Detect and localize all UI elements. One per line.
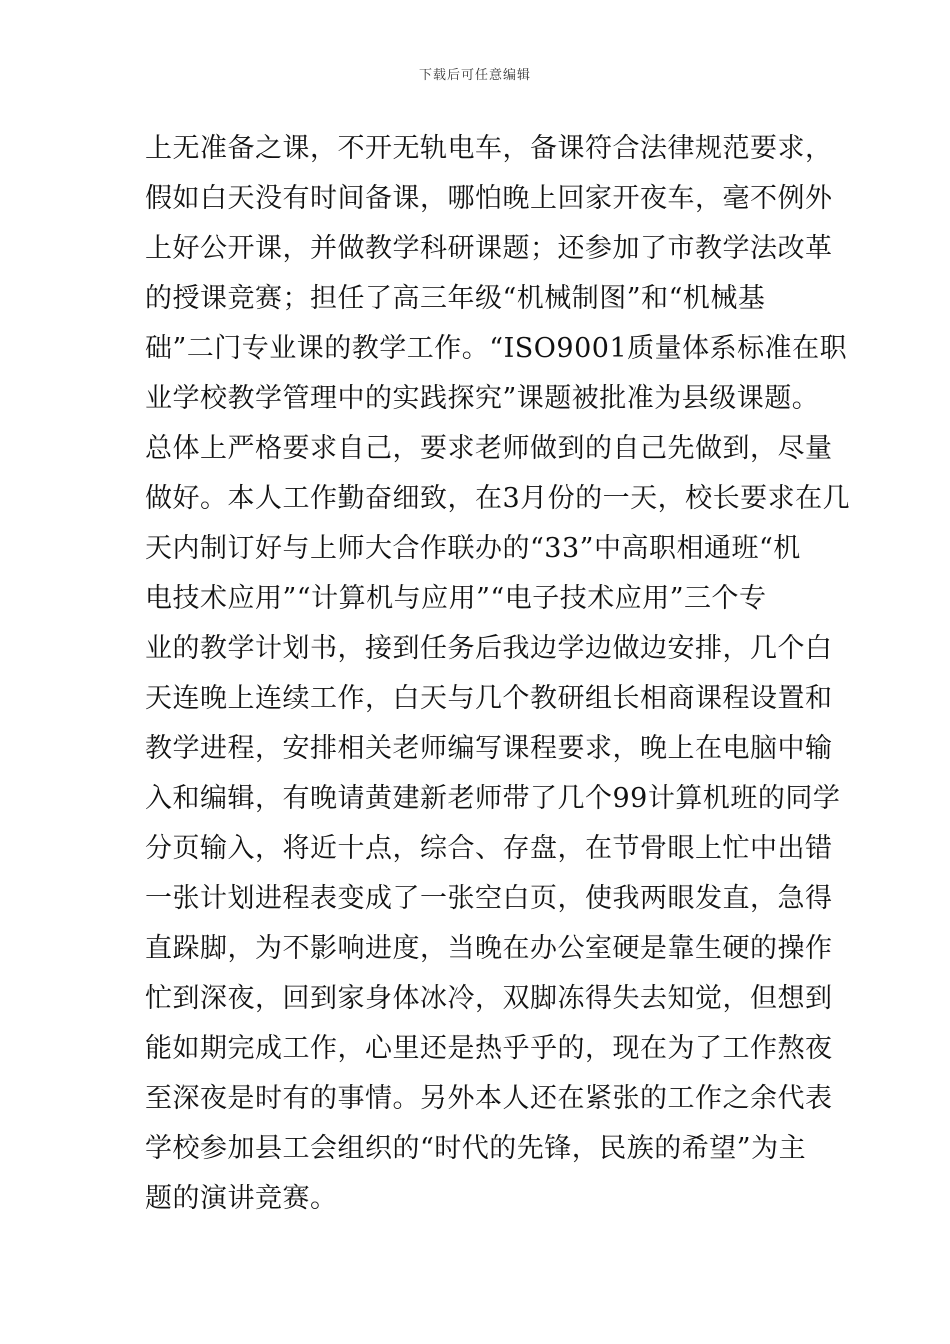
text-line: 天内制订好与上师大合作联办的“33”中高职相通班“机 [145,533,801,564]
text-line: 直跺脚，为不影响进度，当晚在办公室硬是靠生硬的操作 [145,933,833,964]
document-body [145,124,851,1224]
text-line: 础”二门专业课的教学工作。“ISO9001质量体系标准在职 [145,333,848,364]
text-line: 入和编辑，有晚请黄建新老师带了几个99计算机班的同学 [145,783,841,814]
text-line: 一张计划进程表变成了一张空白页，使我两眼发直，急得 [145,883,833,914]
text-line: 能如期完成工作，心里还是热乎乎的，现在为了工作熬夜 [145,1033,833,1064]
text-line: 总体上严格要求自己，要求老师做到的自己先做到，尽量 [145,433,833,464]
text-line: 假如白天没有时间备课，哪怕晚上回家开夜车，毫不例外 [145,183,833,214]
text-line: 上好公开课，并做教学科研课题；还参加了市教学法改革 [145,233,833,264]
text-line: 学校参加县工会组织的“时代的先锋，民族的希望”为主 [145,1133,807,1164]
text-line: 电技术应用”“计算机与应用”“电子技术应用”三个专 [145,583,767,614]
text-line: 分页输入，将近十点，综合、存盘，在节骨眼上忙中出错 [145,833,833,864]
page-header: 下载后可任意编辑 [418,68,531,83]
text-line: 忙到深夜，回到家身体冰冷，双脚冻得失去知觉，但想到 [145,983,833,1014]
text-line: 做好。本人工作勤奋细致，在3月份的一天，校长要求在几 [145,483,851,514]
text-line: 至深夜是时有的事情。另外本人还在紧张的工作之余代表 [145,1083,833,1114]
text-line: 业的教学计划书，接到任务后我边学边做边安排，几个白 [145,633,833,664]
text-line: 业学校教学管理中的实践探究”课题被批准为县级课题。 [145,383,820,414]
text-line: 题的演讲竞赛。 [145,1183,338,1214]
text-line: 的授课竞赛；担任了高三年级“机械制图”和“机械基 [145,283,766,314]
text-line: 天连晚上连续工作，白天与几个教研组长相商课程设置和 [145,683,833,714]
text-line: 教学进程，安排相关老师编写课程要求，晚上在电脑中输 [145,733,833,764]
text-line: 上无准备之课，不开无轨电车，备课符合法律规范要求， [145,133,833,164]
